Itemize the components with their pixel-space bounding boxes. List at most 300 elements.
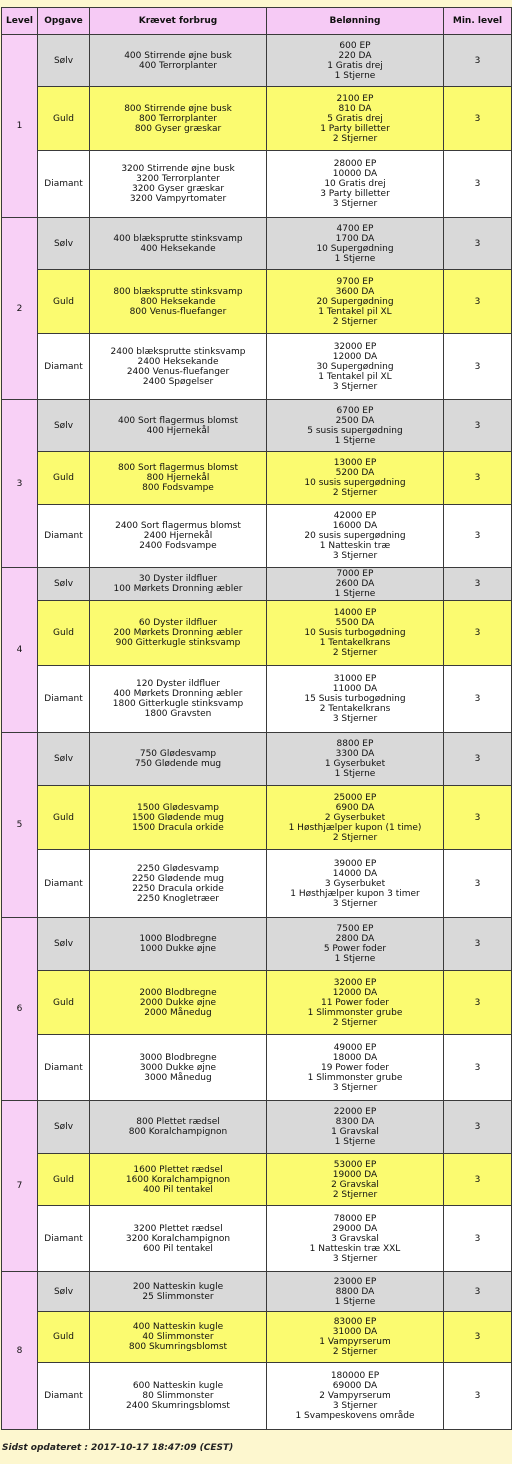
requirement-line: 60 Dyster ildfluer: [138, 618, 218, 628]
task-cell: Guld: [38, 601, 90, 666]
reward-line: 15 Susis turbogødning: [304, 694, 406, 704]
requirement-cell: [90, 334, 267, 400]
reward-line: 12000 DA: [332, 351, 378, 362]
reward-line: 1 Natteskin træ XXL: [309, 1243, 401, 1254]
reward-line: 1 Slimmonster grube: [307, 1007, 403, 1018]
requirement-cell: [90, 786, 267, 850]
requirement-line: 3000 Månedug: [144, 1072, 212, 1083]
task-cell: Diamant: [38, 1363, 90, 1430]
reward-line: 2 Gravskal: [331, 1179, 379, 1190]
reward-line: 1 Svampeskovens område: [295, 1411, 415, 1421]
min-level-cell: 3: [444, 1154, 512, 1206]
reward-cell: [267, 971, 444, 1035]
requirement-line: 200 Natteskin kugle: [132, 1281, 224, 1292]
requirement-cell: [90, 666, 267, 733]
requirement-line: 750 Glødende mug: [134, 759, 222, 769]
requirement-line: 800 Venus-fluefanger: [129, 306, 227, 317]
requirement-line: 2400 Skumringsblomst: [126, 1401, 230, 1411]
task-cell: Guld: [38, 87, 90, 151]
task-cell: Diamant: [38, 505, 90, 568]
reward-line: 5200 DA: [335, 468, 375, 478]
requirement-cell: [90, 1206, 267, 1272]
requirement-line: 3200 Stirrende øjne busk: [121, 164, 235, 174]
reward-line: 2 Stjerner: [332, 1189, 378, 1200]
reward-cell: [267, 1272, 444, 1312]
reward-line: 16000 DA: [332, 521, 378, 531]
task-cell: Sølv: [38, 918, 90, 971]
reward-line: 7500 EP: [336, 924, 374, 934]
min-level-cell: 3: [444, 270, 512, 334]
min-level-cell: 3: [444, 1206, 512, 1272]
reward-line: 42000 EP: [333, 511, 377, 521]
requirement-cell: [90, 1035, 267, 1101]
reward-line: 7000 EP: [336, 569, 374, 579]
requirement-line: 40 Slimmonster: [142, 1332, 214, 1342]
requirement-line: 2250 Dracula orkide: [132, 883, 224, 894]
reward-line: 53000 EP: [333, 1159, 377, 1170]
reward-cell: [267, 666, 444, 733]
min-level-cell: 3: [444, 1312, 512, 1363]
reward-line: 3 Stjerner: [332, 1082, 378, 1093]
requirement-line: 400 blæksprutte stinksvamp: [113, 233, 243, 244]
requirement-line: 400 Mørkets Dronning æbler: [113, 689, 243, 699]
requirement-cell: [90, 218, 267, 270]
min-level-cell: 3: [444, 334, 512, 400]
reward-line: 83000 EP: [333, 1317, 377, 1327]
task-cell: Diamant: [38, 334, 90, 400]
reward-line: 49000 EP: [333, 1042, 377, 1053]
level-cell: 3: [2, 400, 38, 568]
requirement-line: 1000 Dukke øjne: [139, 944, 217, 954]
requirement-line: 2250 Glødesvamp: [136, 863, 219, 874]
reward-line: 1 Party billetter: [320, 123, 390, 134]
reward-line: 1 Stjerne: [334, 589, 376, 599]
requirement-line: 3200 Gyser græskar: [131, 184, 225, 194]
reward-cell: [267, 218, 444, 270]
table-row: [2, 601, 512, 666]
requirement-cell: [90, 400, 267, 452]
rewards-table: [1, 7, 512, 1430]
header-reward: Belønning: [267, 8, 444, 35]
requirement-line: 2250 Knogletræer: [137, 893, 219, 904]
reward-line: 20 susis supergødning: [304, 531, 406, 541]
reward-cell: [267, 1101, 444, 1154]
reward-line: 8300 DA: [335, 1117, 375, 1127]
table-row: [2, 850, 512, 918]
requirement-line: 800 Hjernekål: [146, 473, 210, 483]
header-row: [2, 8, 512, 35]
reward-line: 23000 EP: [333, 1276, 377, 1287]
reward-cell: [267, 1035, 444, 1101]
reward-line: 12000 DA: [332, 987, 378, 998]
requirement-line: 600 Pil tentakel: [143, 1243, 213, 1254]
level-cell: 2: [2, 218, 38, 400]
requirement-line: 2400 blæksprutte stinksvamp: [110, 346, 246, 357]
reward-line: 1 Vampyrserum: [319, 1337, 391, 1347]
reward-line: 2 Gyserbuket: [324, 812, 386, 823]
requirement-cell: [90, 1272, 267, 1312]
requirement-cell: [90, 452, 267, 505]
requirement-line: 400 Hjernekål: [146, 425, 210, 436]
reward-line: 8800 EP: [336, 739, 374, 749]
reward-line: 2 Tentakelkrans: [319, 704, 391, 714]
table-row: [2, 1206, 512, 1272]
min-level-cell: 3: [444, 35, 512, 87]
table-row: [2, 218, 512, 270]
requirement-line: 25 Slimmonster: [142, 1291, 214, 1302]
requirement-cell: [90, 918, 267, 971]
reward-cell: [267, 151, 444, 218]
requirement-line: 100 Mørkets Dronning æbler: [113, 584, 243, 594]
reward-line: 1 Gravskal: [331, 1127, 379, 1137]
requirement-cell: [90, 151, 267, 218]
reward-line: 1 Stjerne: [334, 1137, 376, 1147]
task-cell: Diamant: [38, 1035, 90, 1101]
requirement-line: 2000 Månedug: [144, 1007, 212, 1018]
reward-line: 10 Gratis drej: [324, 179, 386, 189]
header-min-level: Min. level: [444, 8, 512, 35]
requirement-line: 750 Glødesvamp: [139, 749, 217, 759]
task-cell: Guld: [38, 452, 90, 505]
requirement-line: 800 Gyser græskar: [134, 123, 222, 134]
reward-cell: [267, 505, 444, 568]
min-level-cell: 3: [444, 568, 512, 601]
reward-line: 2 Stjerner: [332, 648, 378, 658]
requirement-line: 2400 Spøgelser: [142, 376, 214, 387]
reward-line: 18000 DA: [332, 1052, 378, 1063]
requirement-line: 400 Pil tentakel: [143, 1184, 213, 1195]
reward-cell: [267, 918, 444, 971]
table-row: [2, 786, 512, 850]
reward-line: 10 susis supergødning: [304, 478, 406, 488]
requirement-line: 1500 Glødende mug: [132, 812, 224, 823]
requirement-line: 120 Dyster ildfluer: [136, 679, 220, 689]
reward-line: 3300 DA: [335, 749, 375, 759]
task-cell: Sølv: [38, 400, 90, 452]
task-cell: Diamant: [38, 151, 90, 218]
reward-cell: [267, 452, 444, 505]
task-cell: Sølv: [38, 568, 90, 601]
min-level-cell: 3: [444, 666, 512, 733]
reward-line: 32000 EP: [333, 341, 377, 352]
requirement-line: 800 Stirrende øjne busk: [124, 103, 232, 114]
requirement-line: 3000 Dukke øjne: [139, 1062, 217, 1073]
requirement-cell: [90, 850, 267, 918]
requirement-cell: [90, 971, 267, 1035]
reward-line: 1 Høsthjælper kupon (1 time): [288, 822, 422, 833]
level-cell: 5: [2, 733, 38, 918]
reward-line: 2 Stjerner: [332, 488, 378, 498]
table-row: [2, 1154, 512, 1206]
reward-cell: [267, 1206, 444, 1272]
reward-line: 19 Power foder: [320, 1062, 389, 1073]
reward-line: 28000 EP: [333, 159, 377, 169]
reward-line: 2 Stjerner: [332, 832, 378, 843]
reward-line: 32000 EP: [333, 977, 377, 988]
table-row: [2, 1272, 512, 1312]
reward-line: 6700 EP: [336, 405, 374, 416]
min-level-cell: 3: [444, 1035, 512, 1101]
requirement-line: 400 Heksekande: [140, 243, 216, 254]
requirement-line: 3200 Vampyrtomater: [129, 194, 227, 204]
reward-line: 180000 EP: [330, 1371, 380, 1381]
reward-line: 1 Tentakel pil XL: [318, 371, 392, 382]
last-updated: Sidst opdateret : 2017-10-17 18:47:09 (CEST): [2, 1443, 234, 1453]
reward-line: 3 Stjerner: [332, 381, 378, 392]
reward-line: 1 Stjerne: [334, 769, 376, 779]
requirement-line: 2400 Heksekande: [137, 356, 219, 367]
task-cell: Guld: [38, 1312, 90, 1363]
requirement-line: 900 Gitterkugle stinksvamp: [115, 638, 241, 648]
reward-line: 1 Gratis drej: [327, 60, 383, 71]
reward-line: 29000 DA: [332, 1223, 378, 1234]
reward-line: 1 Tentakelkrans: [319, 638, 391, 648]
requirement-cell: [90, 1101, 267, 1154]
requirement-line: 800 Plettet rædsel: [136, 1117, 220, 1127]
table-row: [2, 918, 512, 971]
reward-cell: [267, 1154, 444, 1206]
table-row: [2, 151, 512, 218]
reward-line: 1 Stjerne: [334, 435, 376, 446]
task-cell: Guld: [38, 971, 90, 1035]
reward-line: 10 Susis turbogødning: [304, 628, 406, 638]
reward-cell: [267, 1363, 444, 1430]
reward-line: 5500 DA: [335, 618, 375, 628]
reward-line: 3 Stjerner: [332, 898, 378, 909]
reward-cell: [267, 35, 444, 87]
requirement-line: 3200 Terrorplanter: [136, 174, 220, 184]
requirement-line: 3000 Blodbregne: [139, 1052, 217, 1063]
reward-cell: [267, 400, 444, 452]
header-level: Level: [2, 8, 38, 35]
requirement-line: 800 Fodsvampe: [142, 483, 214, 493]
reward-line: 2100 EP: [336, 93, 374, 104]
table-row: [2, 1101, 512, 1154]
task-cell: Guld: [38, 270, 90, 334]
reward-line: 20 Supergødning: [316, 296, 394, 307]
table-row: [2, 971, 512, 1035]
requirement-line: 800 Heksekande: [140, 296, 216, 307]
requirement-cell: [90, 568, 267, 601]
min-level-cell: 3: [444, 505, 512, 568]
reward-line: 31000 DA: [332, 1327, 378, 1337]
reward-line: 3 Gravskal: [331, 1233, 379, 1244]
reward-line: 31000 EP: [333, 674, 377, 684]
table-row: [2, 270, 512, 334]
reward-line: 11000 DA: [332, 684, 378, 694]
requirement-line: 2000 Blodbregne: [139, 987, 217, 998]
reward-line: 5 Power foder: [323, 944, 387, 954]
table-body: [2, 35, 512, 1430]
table-row: [2, 666, 512, 733]
reward-line: 1 Slimmonster grube: [307, 1072, 403, 1083]
reward-cell: [267, 568, 444, 601]
table-row: [2, 1363, 512, 1430]
min-level-cell: 3: [444, 400, 512, 452]
requirement-line: 3200 Koralchampignon: [125, 1233, 231, 1244]
reward-line: 2800 DA: [335, 934, 375, 944]
requirement-line: 1800 Gravsten: [144, 709, 212, 719]
requirement-line: 2400 Sort flagermus blomst: [115, 521, 241, 531]
requirement-line: 800 Sort flagermus blomst: [117, 463, 239, 473]
requirement-cell: [90, 87, 267, 151]
requirement-line: 2250 Glødende mug: [132, 873, 224, 884]
reward-line: 69000 DA: [332, 1381, 378, 1391]
task-cell: Sølv: [38, 35, 90, 87]
requirement-cell: [90, 270, 267, 334]
requirement-cell: [90, 1363, 267, 1430]
reward-line: 3 Stjerner: [332, 199, 378, 209]
reward-line: 5 susis supergødning: [307, 425, 403, 436]
min-level-cell: 3: [444, 87, 512, 151]
reward-cell: [267, 334, 444, 400]
reward-line: 11 Power foder: [320, 997, 389, 1008]
reward-cell: [267, 1312, 444, 1363]
level-cell: 8: [2, 1272, 38, 1430]
table-row: [2, 733, 512, 786]
level-cell: 7: [2, 1101, 38, 1272]
reward-line: 810 DA: [338, 103, 372, 114]
reward-line: 2 Stjerner: [332, 1017, 378, 1028]
reward-line: 1 Høsthjælper kupon 3 timer: [290, 888, 420, 899]
requirement-line: 1600 Plettet rædsel: [133, 1164, 223, 1175]
reward-line: 4700 EP: [336, 223, 374, 234]
min-level-cell: 3: [444, 218, 512, 270]
reward-line: 1 Natteskin træ: [319, 541, 391, 551]
reward-line: 25000 EP: [333, 792, 377, 803]
reward-cell: [267, 786, 444, 850]
table-row: [2, 1312, 512, 1363]
reward-line: 10 Supergødning: [316, 243, 394, 254]
requirement-line: 1500 Glødesvamp: [136, 802, 219, 813]
table-row: [2, 334, 512, 400]
level-cell: 4: [2, 568, 38, 733]
task-cell: Guld: [38, 786, 90, 850]
requirement-line: 2000 Dukke øjne: [139, 997, 217, 1008]
reward-line: 2 Stjerner: [332, 133, 378, 144]
requirement-line: 400 Natteskin kugle: [132, 1322, 224, 1332]
requirement-cell: [90, 1312, 267, 1363]
table-row: [2, 1035, 512, 1101]
table-row: [2, 35, 512, 87]
min-level-cell: 3: [444, 1272, 512, 1312]
reward-line: 2 Stjerner: [332, 316, 378, 327]
min-level-cell: 3: [444, 1101, 512, 1154]
reward-line: 2500 DA: [335, 415, 375, 426]
requirement-line: 80 Slimmonster: [142, 1391, 214, 1401]
table-row: [2, 87, 512, 151]
min-level-cell: 3: [444, 733, 512, 786]
table-row: [2, 400, 512, 452]
requirement-line: 400 Stirrende øjne busk: [124, 50, 232, 61]
reward-line: 1 Stjerne: [334, 253, 376, 264]
reward-line: 1 Stjerne: [334, 954, 376, 964]
task-cell: Sølv: [38, 1272, 90, 1312]
reward-cell: [267, 270, 444, 334]
min-level-cell: 3: [444, 452, 512, 505]
requirement-line: 3200 Plettet rædsel: [133, 1223, 223, 1234]
task-cell: Diamant: [38, 1206, 90, 1272]
requirement-cell: [90, 601, 267, 666]
min-level-cell: 3: [444, 601, 512, 666]
min-level-cell: 3: [444, 1363, 512, 1430]
header-task: Opgave: [38, 8, 90, 35]
reward-line: 19000 DA: [332, 1169, 378, 1180]
reward-line: 2 Stjerner: [332, 1347, 378, 1357]
reward-line: 9700 EP: [336, 276, 374, 287]
level-cell: 1: [2, 35, 38, 218]
reward-line: 10000 DA: [332, 169, 378, 179]
reward-line: 3600 DA: [335, 286, 375, 297]
reward-line: 2600 DA: [335, 579, 375, 589]
reward-line: 3 Stjerner: [332, 714, 378, 724]
requirement-cell: [90, 505, 267, 568]
requirement-line: 800 Skumringsblomst: [128, 1342, 228, 1352]
requirement-cell: [90, 1154, 267, 1206]
reward-line: 30 Supergødning: [316, 361, 394, 372]
requirement-line: 1800 Gitterkugle stinksvamp: [112, 699, 244, 709]
reward-line: 1 Gyserbuket: [324, 759, 386, 769]
requirement-line: 400 Sort flagermus blomst: [117, 415, 239, 426]
reward-cell: [267, 850, 444, 918]
table-row: [2, 452, 512, 505]
requirement-cell: [90, 35, 267, 87]
level-cell: 6: [2, 918, 38, 1101]
requirement-line: 800 Koralchampignon: [128, 1127, 228, 1137]
requirement-line: 800 Terrorplanter: [139, 113, 217, 124]
reward-line: 3 Stjerner: [332, 1253, 378, 1264]
task-cell: Sølv: [38, 1101, 90, 1154]
task-cell: Diamant: [38, 850, 90, 918]
reward-line: 3 Party billetter: [320, 189, 390, 199]
reward-line: 14000 DA: [332, 868, 378, 879]
reward-line: 1 Stjerne: [334, 1296, 376, 1307]
min-level-cell: 3: [444, 918, 512, 971]
reward-line: 3 Stjerner: [332, 551, 378, 561]
task-cell: Sølv: [38, 218, 90, 270]
table-row: [2, 568, 512, 601]
task-cell: Sølv: [38, 733, 90, 786]
reward-line: 5 Gratis drej: [327, 113, 383, 124]
requirement-line: 2400 Hjernekål: [143, 531, 213, 541]
task-cell: Guld: [38, 1154, 90, 1206]
reward-line: 6900 DA: [335, 802, 375, 813]
min-level-cell: 3: [444, 786, 512, 850]
table-row: [2, 505, 512, 568]
reward-line: 39000 EP: [333, 858, 377, 869]
min-level-cell: 3: [444, 151, 512, 218]
reward-line: 2 Vampyrserum: [319, 1391, 391, 1401]
requirement-line: 600 Natteskin kugle: [132, 1381, 224, 1391]
reward-cell: [267, 733, 444, 786]
min-level-cell: 3: [444, 971, 512, 1035]
requirement-line: 1500 Dracula orkide: [132, 822, 224, 833]
requirement-line: 200 Mørkets Dronning æbler: [113, 628, 243, 638]
requirement-line: 1600 Koralchampignon: [125, 1174, 231, 1185]
task-cell: Diamant: [38, 666, 90, 733]
requirement-line: 800 blæksprutte stinksvamp: [113, 286, 243, 297]
requirement-line: 2400 Fodsvampe: [139, 541, 217, 551]
reward-line: 3 Gyserbuket: [324, 878, 386, 889]
min-level-cell: 3: [444, 850, 512, 918]
reward-line: 1 Stjerne: [334, 70, 376, 81]
requirement-line: 2400 Venus-fluefanger: [126, 366, 230, 377]
reward-line: 1 Tentakel pil XL: [318, 306, 392, 317]
reward-line: 600 EP: [339, 40, 371, 51]
reward-line: 78000 EP: [333, 1213, 377, 1224]
requirement-cell: [90, 733, 267, 786]
reward-line: 8800 DA: [335, 1286, 375, 1297]
